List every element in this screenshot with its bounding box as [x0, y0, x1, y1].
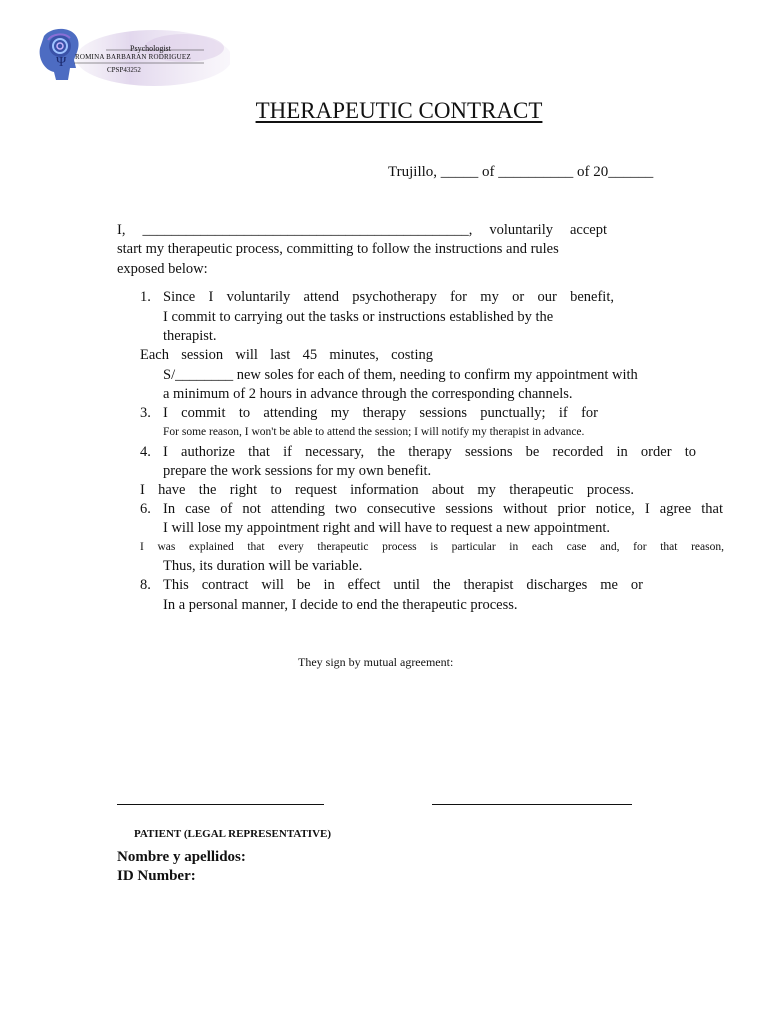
item-8-line-1: This contract will be in effect until the therapist discharges me or	[163, 577, 643, 593]
intro-line-2: start my therapeutic process, committing to follow the instructions and rules	[117, 241, 559, 257]
head-profile-swirl-icon	[40, 29, 79, 80]
item-7-line-2: Thus, its duration will be variable.	[163, 558, 363, 574]
patient-signature-line	[117, 804, 324, 805]
item-4-line-2: prepare the work sessions for my own benefit.	[163, 463, 432, 479]
item-2-line-2: S/________ new soles for each of them, needing to confirm my appointment with	[163, 367, 638, 383]
date-line: Trujillo, _____ of __________ of 20______	[388, 164, 654, 180]
name-label: Nombre y apellidos:	[117, 849, 246, 865]
intro-line-3: exposed below:	[117, 261, 208, 277]
item-5-line-1: I have the right to request information about my therapeutic process.	[140, 482, 634, 498]
page-title: THERAPEUTIC CONTRACT	[255, 98, 543, 123]
item-2-line-1: Each session will last 45 minutes, costing	[140, 347, 433, 363]
item-2-line-3: a minimum of 2 hours in advance through the corresponding channels.	[163, 386, 573, 402]
therapist-signature-line	[432, 804, 632, 805]
intro-line-1: I, _____________________________________________, voluntarily accept	[117, 222, 607, 238]
item-6-line-1: In case of not attending two consecutive sessions without prior notice, I agree that	[163, 501, 723, 517]
item-6-line-2: I will lose my appointment right and will have to request a new appointment.	[163, 520, 610, 536]
item-1-line-1: Since I voluntarily attend psychotherapy for my or our benefit,	[163, 289, 614, 305]
item-8-line-2: In a personal manner, I decide to end the therapeutic process.	[163, 597, 518, 613]
item-3-line-2: For some reason, I won't be able to attend the session; I will notify my therapist in advance.	[163, 426, 585, 438]
logo-name: ROMINA BARBARAN RODRIGUEZ	[75, 53, 191, 61]
logo-code: CPSP43252	[107, 66, 141, 74]
item-number: 6.	[140, 501, 151, 517]
item-7-line-1: I was explained that every therapeutic process is particular in each case and, for that reason,	[140, 541, 724, 553]
logo-title: Psychologist	[130, 44, 171, 53]
item-number: 3.	[140, 405, 151, 421]
item-3-line-1: I commit to attending my therapy sessions punctually; if for	[163, 405, 598, 421]
item-1-line-2: I commit to carrying out the tasks or instructions established by the	[163, 309, 554, 325]
item-1-line-3: therapist.	[163, 328, 217, 344]
id-label: ID Number:	[117, 868, 196, 884]
item-number: 4.	[140, 444, 151, 460]
svg-text:Ψ: Ψ	[56, 55, 67, 70]
item-number: 8.	[140, 577, 151, 593]
agreement-text: They sign by mutual agreement:	[298, 655, 454, 669]
item-number: 1.	[140, 289, 151, 305]
item-4-line-1: I authorize that if necessary, the therapy sessions be recorded in order to	[163, 444, 696, 460]
patient-label: PATIENT (LEGAL REPRESENTATIVE)	[134, 828, 332, 840]
